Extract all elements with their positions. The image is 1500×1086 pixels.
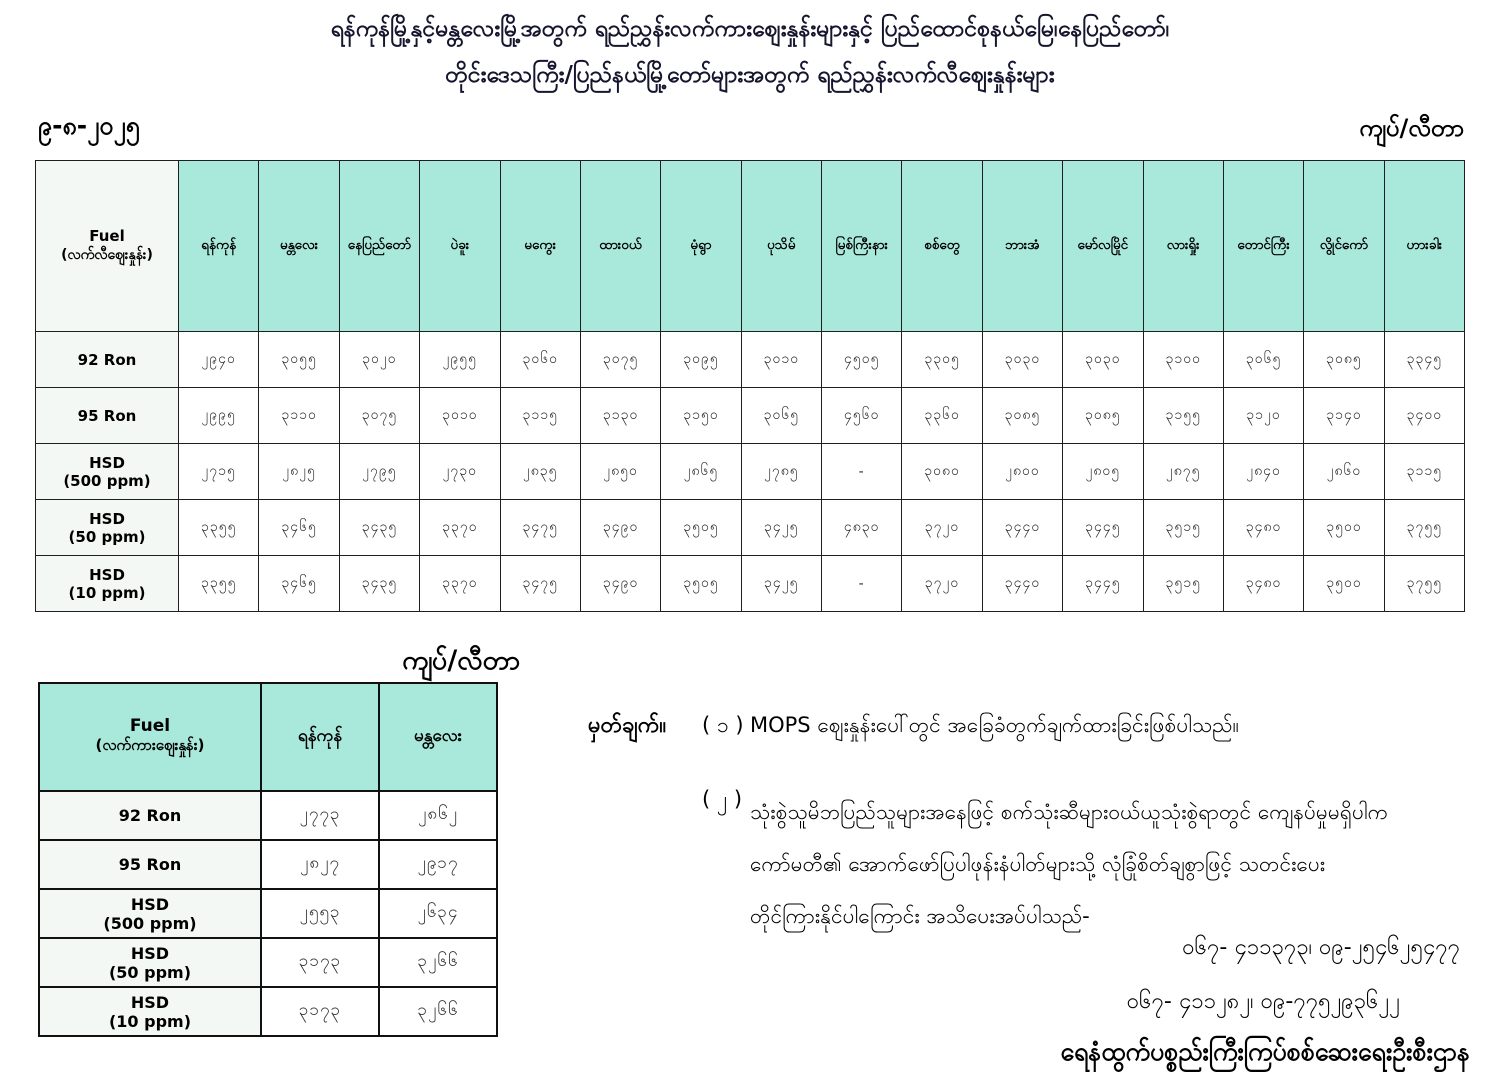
price-cell: ၃၀၁၀ (741, 332, 821, 388)
note-2-text (750, 786, 1466, 942)
city-header: ထားဝယ် (580, 161, 660, 332)
price-cell: ၃၄၉၀ (580, 500, 660, 556)
price-cell: ၃၄၄၀ (982, 556, 1062, 612)
phone-line-2: ၀၆၇- ၄၁၁၂၈၂၊ ၀၉-၇၇၅၂၉၃၆၂၂ (1126, 989, 1400, 1014)
table-row (36, 556, 1465, 612)
price-cell: ၃၀၈၅ (982, 388, 1062, 444)
price-cell: ၂၇၁၅ (179, 444, 259, 500)
price-cell: ၃၁၃၀ (580, 388, 660, 444)
price-cell: ၄၅၆၀ (822, 388, 902, 444)
price-cell: ၂၇၉၅ (339, 444, 419, 500)
price-cell: ၄၈၃၀ (822, 500, 902, 556)
fuel-header-label: Fuel (89, 226, 125, 245)
note-2-line2: ကော်မတီ၏ အောက်ဖော်ပြပါဖုန်းနံပါတ်များသို့ လုံခြုံစိတ်ချစွာဖြင့် သတင်းပေး (750, 852, 1326, 876)
price-cell: ၃၂၆၆ (379, 938, 497, 987)
price-cell: ၃၄၇၅ (500, 500, 580, 556)
city-header: ဘားအံ (982, 161, 1062, 332)
fuel-row-label: 92 Ron (36, 332, 179, 388)
fuel-row-label: HSD (10 ppm) (36, 556, 179, 612)
table-row (39, 987, 497, 1036)
city-header: စစ်တွေ (902, 161, 982, 332)
price-cell: ၃၄၆၅ (259, 500, 339, 556)
price-cell: ၃၁၇၃ (261, 938, 379, 987)
price-cell: ၂၈၇၅ (1143, 444, 1223, 500)
note-1-number: ( ၁ ) (702, 713, 744, 737)
price-cell: ၃၀၂၀ (339, 332, 419, 388)
price-cell: ၂၈၆၂ (379, 791, 497, 840)
fuel-header-cell (39, 683, 261, 791)
table-row (36, 332, 1465, 388)
price-cell: ၃၅၀၀ (1304, 500, 1384, 556)
price-cell: ၂၇၃၀ (420, 444, 500, 500)
price-cell: ၃၅၁၅ (1143, 500, 1223, 556)
price-cell: ၃၁၁၅ (500, 388, 580, 444)
price-cell: ၃၁၄၀ (1304, 388, 1384, 444)
city-header: ဟားခါး (1384, 161, 1464, 332)
price-cell: ၃၀၃၀ (1063, 332, 1143, 388)
fuel-row-label: 95 Ron (36, 388, 179, 444)
price-cell: ၃၄၂၅ (741, 556, 821, 612)
city-header: ပုသိမ် (741, 161, 821, 332)
price-cell: ၂၉၄၀ (179, 332, 259, 388)
price-cell: ၃၀၈၀ (902, 444, 982, 500)
wholesale-unit-label: ကျပ်/လီတာ (402, 645, 520, 676)
note-2-line1: သုံးစွဲသူမိဘပြည်သူများအနေဖြင့် စက်သုံးဆီများဝယ်ယူသုံးစွဲရာတွင် ကျေနပ်မှုမရှိပါက (750, 800, 1389, 824)
price-cell: ၂၈၀၀ (982, 444, 1062, 500)
price-cell: ၃၁၇၃ (261, 987, 379, 1036)
price-cell: ၃၀၈၅ (1063, 388, 1143, 444)
price-cell: ၃၄၈၀ (1223, 500, 1303, 556)
retail-header-row (36, 161, 1465, 332)
price-cell: ၃၇၂၀ (902, 500, 982, 556)
price-cell: ၃၀၆၅ (1223, 332, 1303, 388)
fuel-row-label: 95 Ron (39, 840, 261, 889)
price-cell: ၄၅၀၅ (822, 332, 902, 388)
table-row (36, 444, 1465, 500)
price-cell: ၃၄၄၅ (1063, 500, 1143, 556)
table-row (39, 938, 497, 987)
price-cell: - (822, 556, 902, 612)
notes-heading: မှတ်ချက်။ (588, 713, 667, 738)
price-cell: ၃၅၀၀ (1304, 556, 1384, 612)
price-cell: ၃၇၅၅ (1384, 556, 1464, 612)
table-row (36, 500, 1465, 556)
price-cell: ၃၄၄၅ (1063, 556, 1143, 612)
fuel-row-label: HSD (50 ppm) (39, 938, 261, 987)
city-header: မုံရွာ (661, 161, 741, 332)
price-cell: ၃၃၅၅ (179, 500, 259, 556)
price-cell: ၃၄၄၀ (982, 500, 1062, 556)
price-cell: ၂၉၉၅ (179, 388, 259, 444)
price-cell: ၃၇၅၅ (1384, 500, 1464, 556)
price-cell: ၃၃၀၅ (902, 332, 982, 388)
fuel-header-label: Fuel (129, 716, 171, 736)
city-header: မန္တလေး (259, 161, 339, 332)
city-header: မန္တလေး (379, 683, 497, 791)
price-cell: ၃၀၈၅ (1304, 332, 1384, 388)
price-cell: ၃၇၂၀ (902, 556, 982, 612)
city-header: မော်လမြိုင် (1063, 161, 1143, 332)
price-cell: ၂၈၂၇ (261, 840, 379, 889)
price-cell: ၃၀၅၅ (259, 332, 339, 388)
note-2-line3: တိုင်ကြားနိုင်ပါကြောင်း အသိပေးအပ်ပါသည်- (750, 904, 1090, 928)
page-title (0, 6, 1500, 98)
price-cell: ၂၇၈၅ (741, 444, 821, 500)
fuel-row-label: 92 Ron (39, 791, 261, 840)
page-title-line1: ရန်ကုန်မြို့နှင့်မန္တလေးမြို့အတွက် ရည်ညွှန်းလက်ကားဈေးနှုန်းများနှင့် ပြည်ထောင်စုနယ်မြေ၊နေပြည်တော်၊ (330, 16, 1170, 42)
city-header: လားရှိုး (1143, 161, 1223, 332)
price-cell: ၂၈၄၀ (1223, 444, 1303, 500)
price-cell: ၂၉၁၇ (379, 840, 497, 889)
price-cell: ၃၄၃၅ (339, 500, 419, 556)
wholesale-header-row (39, 683, 497, 791)
price-cell: ၃၅၁၅ (1143, 556, 1223, 612)
price-cell: ၃၄၀၀ (1384, 388, 1464, 444)
price-cell: ၃၁၁၅ (1384, 444, 1464, 500)
city-header: ရန်ကုန် (179, 161, 259, 332)
city-header: ရန်ကုန် (261, 683, 379, 791)
date-label: ၉-၈-၂၀၂၅ (38, 111, 140, 140)
price-cell: ၃၅၀၅ (661, 500, 741, 556)
fuel-row-label: HSD (500 ppm) (39, 889, 261, 938)
city-header: ပဲခူး (420, 161, 500, 332)
price-cell: ၃၂၆၆ (379, 987, 497, 1036)
city-header: မြစ်ကြီးနား (822, 161, 902, 332)
price-cell: ၃၁၂၀ (1223, 388, 1303, 444)
price-cell: ၃၁၅၅ (1143, 388, 1223, 444)
city-header: မကွေး (500, 161, 580, 332)
price-cell: ၃၄၂၅ (741, 500, 821, 556)
fuel-row-label: HSD (50 ppm) (36, 500, 179, 556)
price-cell: ၃၄၉၀ (580, 556, 660, 612)
price-cell: ၃၄၈၀ (1223, 556, 1303, 612)
price-cell: ၃၄၆၅ (259, 556, 339, 612)
price-cell: ၃၀၇၅ (339, 388, 419, 444)
price-cell: ၃၄၇၅ (500, 556, 580, 612)
unit-label: ကျပ်/လီတာ (1359, 114, 1464, 142)
price-cell: ၃၃၇၀ (420, 500, 500, 556)
price-cell: - (822, 444, 902, 500)
price-cell: ၃၁၅၀ (661, 388, 741, 444)
department-signature: ရေနံထွက်ပစ္စည်းကြီးကြပ်စစ်ဆေးရေးဦးစီးဌာန (1060, 1037, 1470, 1066)
fuel-row-label: HSD (10 ppm) (39, 987, 261, 1036)
price-cell: ၂၈၂၅ (259, 444, 339, 500)
table-row (39, 791, 497, 840)
wholesale-table-body (39, 791, 497, 1036)
note-1-text: MOPS ဈေးနှုန်းပေါ်တွင် အခြေခံတွက်ချက်ထားခြင်းဖြစ်ပါသည်။ (750, 713, 1239, 737)
price-cell: ၃၀၆၅ (741, 388, 821, 444)
page-title-line2: တိုင်းဒေသကြီး/ပြည်နယ်မြို့တော်များအတွက် ရည်ညွှန်းလက်လီဈေးနှုန်းများ (445, 62, 1055, 88)
city-header: လွိုင်ကော် (1304, 161, 1384, 332)
phone-line-1: ၀၆၇- ၄၁၁၃၇၃၊ ၀၉-၂၅၄၆၂၅၄၇၇ (1182, 935, 1460, 960)
price-cell: ၃၃၆၀ (902, 388, 982, 444)
price-cell: ၂၆၃၄ (379, 889, 497, 938)
price-cell: ၃၀၃၀ (982, 332, 1062, 388)
price-cell: ၂၅၅၃ (261, 889, 379, 938)
table-row (39, 889, 497, 938)
fuel-row-label: HSD (500 ppm) (36, 444, 179, 500)
price-cell: ၂၈၃၅ (500, 444, 580, 500)
wholesale-price-table (38, 682, 498, 1037)
price-cell: ၂၈၆၀ (1304, 444, 1384, 500)
price-cell: ၂၇၇၃ (261, 791, 379, 840)
price-cell: ၃၅၀၅ (661, 556, 741, 612)
retail-price-table (35, 160, 1465, 612)
retail-table-body (36, 332, 1465, 612)
table-row (39, 840, 497, 889)
fuel-header-sublabel: (လက်ကားဈေးနှုန်း) (95, 736, 205, 754)
price-cell: ၃၀၇၅ (580, 332, 660, 388)
price-cell: ၂၉၅၅ (420, 332, 500, 388)
price-cell: ၂၈၅၀ (580, 444, 660, 500)
fuel-header-cell (36, 161, 179, 332)
city-header: တောင်ကြီး (1223, 161, 1303, 332)
price-cell: ၃၁၀၀ (1143, 332, 1223, 388)
price-cell: ၂၈၀၅ (1063, 444, 1143, 500)
table-row (36, 388, 1465, 444)
price-cell: ၃၀၉၅ (661, 332, 741, 388)
price-cell: ၂၈၆၅ (661, 444, 741, 500)
price-cell: ၃၁၁၀ (259, 388, 339, 444)
note-2-number: ( ၂ ) (702, 787, 743, 811)
price-cell: ၃၀၆၀ (500, 332, 580, 388)
price-cell: ၃၃၄၅ (1384, 332, 1464, 388)
city-header: နေပြည်တော် (339, 161, 419, 332)
price-cell: ၃၄၃၅ (339, 556, 419, 612)
price-cell: ၃၃၇၀ (420, 556, 500, 612)
fuel-header-sublabel: (လက်လီဈေးနှုန်း) (61, 246, 153, 263)
price-cell: ၃၀၁၀ (420, 388, 500, 444)
price-cell: ၃၃၅၅ (179, 556, 259, 612)
